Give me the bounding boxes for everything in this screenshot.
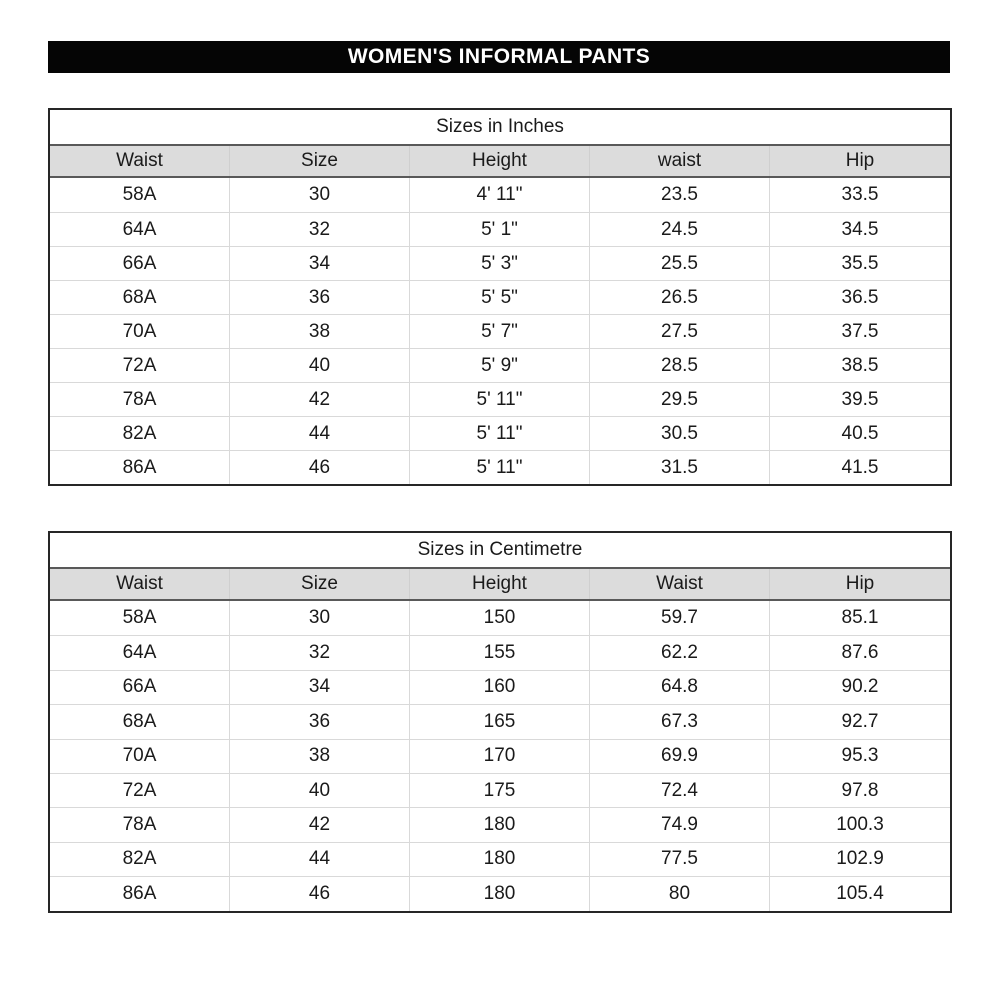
table-header-row: [50, 567, 950, 601]
table-cell: 58A: [50, 178, 230, 212]
table-cell: 90.2: [770, 670, 950, 704]
table-cell: 5' 5": [410, 280, 590, 314]
table-cell: 86A: [50, 450, 230, 484]
table-cell: 58A: [50, 601, 230, 635]
table-cell: 72A: [50, 773, 230, 807]
column-header: Hip: [845, 150, 875, 171]
table-cell: 41.5: [770, 450, 950, 484]
column-header: Waist: [50, 569, 230, 599]
table-cell: 27.5: [590, 314, 770, 348]
table-row: [50, 348, 950, 382]
table-cell: 5' 11": [410, 382, 590, 416]
table-row: [50, 450, 950, 484]
column-header: Height: [410, 146, 590, 176]
table-cell: 4' 11": [410, 178, 590, 212]
size-table-inches: [48, 108, 952, 486]
table-row: [50, 382, 950, 416]
table-cell: 86A: [50, 876, 230, 910]
table-cell: 165: [410, 704, 590, 738]
table-cell: 67.3: [590, 704, 770, 738]
table-cell: 105.4: [770, 876, 950, 910]
table-cell: 175: [410, 773, 590, 807]
table-cell: 34.5: [770, 212, 950, 246]
table-cell: 38: [230, 739, 410, 773]
table-cell: 59.7: [590, 601, 770, 635]
table-cell: 23.5: [590, 178, 770, 212]
table-cell: 34: [230, 246, 410, 280]
table-row: [50, 670, 950, 704]
table-cell: 5' 1": [410, 212, 590, 246]
table-cell: 34: [230, 670, 410, 704]
table-cell: 29.5: [590, 382, 770, 416]
table-cell: 38: [230, 314, 410, 348]
table-row: [50, 807, 950, 841]
table-cell: 5' 3": [410, 246, 590, 280]
table-cell: 77.5: [590, 842, 770, 876]
table-header-row: [50, 144, 950, 178]
table-cell: 92.7: [770, 704, 950, 738]
table-cell: 82A: [50, 416, 230, 450]
table-body: [50, 601, 950, 911]
table-cell: 32: [230, 212, 410, 246]
table-row: [50, 178, 950, 212]
table-cell: 180: [410, 807, 590, 841]
table-cell: 30: [230, 601, 410, 635]
table-cell: 78A: [50, 807, 230, 841]
table-cell: 72.4: [590, 773, 770, 807]
table-cell: 85.1: [841, 607, 879, 629]
table-body: [50, 178, 950, 484]
table-cell: 40: [230, 348, 410, 382]
table-cell: 5' 11": [410, 416, 590, 450]
table-cell: 62.2: [590, 635, 770, 669]
table-cell: 97.8: [770, 773, 950, 807]
table-cell: 26.5: [590, 280, 770, 314]
table-cell: 46: [230, 876, 410, 910]
table-cell: 180: [410, 876, 590, 910]
table-title-inches: Sizes in Inches: [50, 110, 950, 144]
size-table-centimetre: [48, 531, 952, 913]
column-header: Hip: [845, 573, 875, 594]
table-cell: 78A: [50, 382, 230, 416]
table-cell: 38.5: [770, 348, 950, 382]
table-cell: 64.8: [590, 670, 770, 704]
table-cell: 64A: [50, 212, 230, 246]
table-cell: 36: [230, 704, 410, 738]
table-cell: 150: [410, 601, 590, 635]
table-cell: 70A: [50, 739, 230, 773]
table-cell: 87.6: [770, 635, 950, 669]
page-title: WOMEN'S INFORMAL PANTS: [347, 45, 651, 68]
table-cell: 66A: [50, 246, 230, 280]
table-cell: 44: [230, 416, 410, 450]
table-cell: 36: [230, 280, 410, 314]
table-cell: 39.5: [770, 382, 950, 416]
table-cell: 70A: [50, 314, 230, 348]
table-cell: 170: [410, 739, 590, 773]
column-header: Waist: [590, 569, 770, 599]
table-row: [50, 773, 950, 807]
table-cell: 74.9: [590, 807, 770, 841]
table-cell: 33.5: [841, 184, 879, 205]
table-cell: 32: [230, 635, 410, 669]
table-cell: 24.5: [590, 212, 770, 246]
table-row: [50, 739, 950, 773]
table-cell: 160: [410, 670, 590, 704]
table-cell: 44: [230, 842, 410, 876]
table-row: [50, 842, 950, 876]
column-header: waist: [590, 146, 770, 176]
table-row: [50, 212, 950, 246]
table-cell: 102.9: [770, 842, 950, 876]
table-cell: 40.5: [770, 416, 950, 450]
column-header: Size: [230, 569, 410, 599]
table-cell: 68A: [50, 704, 230, 738]
table-cell: 36.5: [770, 280, 950, 314]
table-cell: 37.5: [770, 314, 950, 348]
table-cell: 42: [230, 382, 410, 416]
table-cell: 35.5: [770, 246, 950, 280]
table-row: [50, 314, 950, 348]
table-row: [50, 876, 950, 910]
column-header: Height: [410, 569, 590, 599]
table-row: [50, 635, 950, 669]
table-cell: 180: [410, 842, 590, 876]
table-cell: 40: [230, 773, 410, 807]
table-cell: 72A: [50, 348, 230, 382]
table-cell: 100.3: [770, 807, 950, 841]
table-cell: 42: [230, 807, 410, 841]
table-cell: 31.5: [590, 450, 770, 484]
table-cell: 5' 9": [410, 348, 590, 382]
table-cell: 82A: [50, 842, 230, 876]
table-title-centimetre: Sizes in Centimetre: [50, 533, 950, 567]
table-row: [50, 704, 950, 738]
table-cell: 155: [410, 635, 590, 669]
table-cell: 69.9: [590, 739, 770, 773]
table-cell: 30.5: [590, 416, 770, 450]
table-cell: 25.5: [590, 246, 770, 280]
table-cell: 30: [230, 178, 410, 212]
table-cell: 28.5: [590, 348, 770, 382]
table-cell: 5' 7": [410, 314, 590, 348]
table-cell: 46: [230, 450, 410, 484]
table-cell: 64A: [50, 635, 230, 669]
table-cell: 5' 11": [410, 450, 590, 484]
table-cell: 95.3: [770, 739, 950, 773]
table-cell: 68A: [50, 280, 230, 314]
table-row: [50, 280, 950, 314]
table-row: [50, 601, 950, 635]
table-row: [50, 246, 950, 280]
column-header: Waist: [50, 146, 230, 176]
table-cell: 80: [590, 876, 770, 910]
table-row: [50, 416, 950, 450]
table-cell: 66A: [50, 670, 230, 704]
title-banner: [48, 41, 950, 73]
column-header: Size: [230, 146, 410, 176]
